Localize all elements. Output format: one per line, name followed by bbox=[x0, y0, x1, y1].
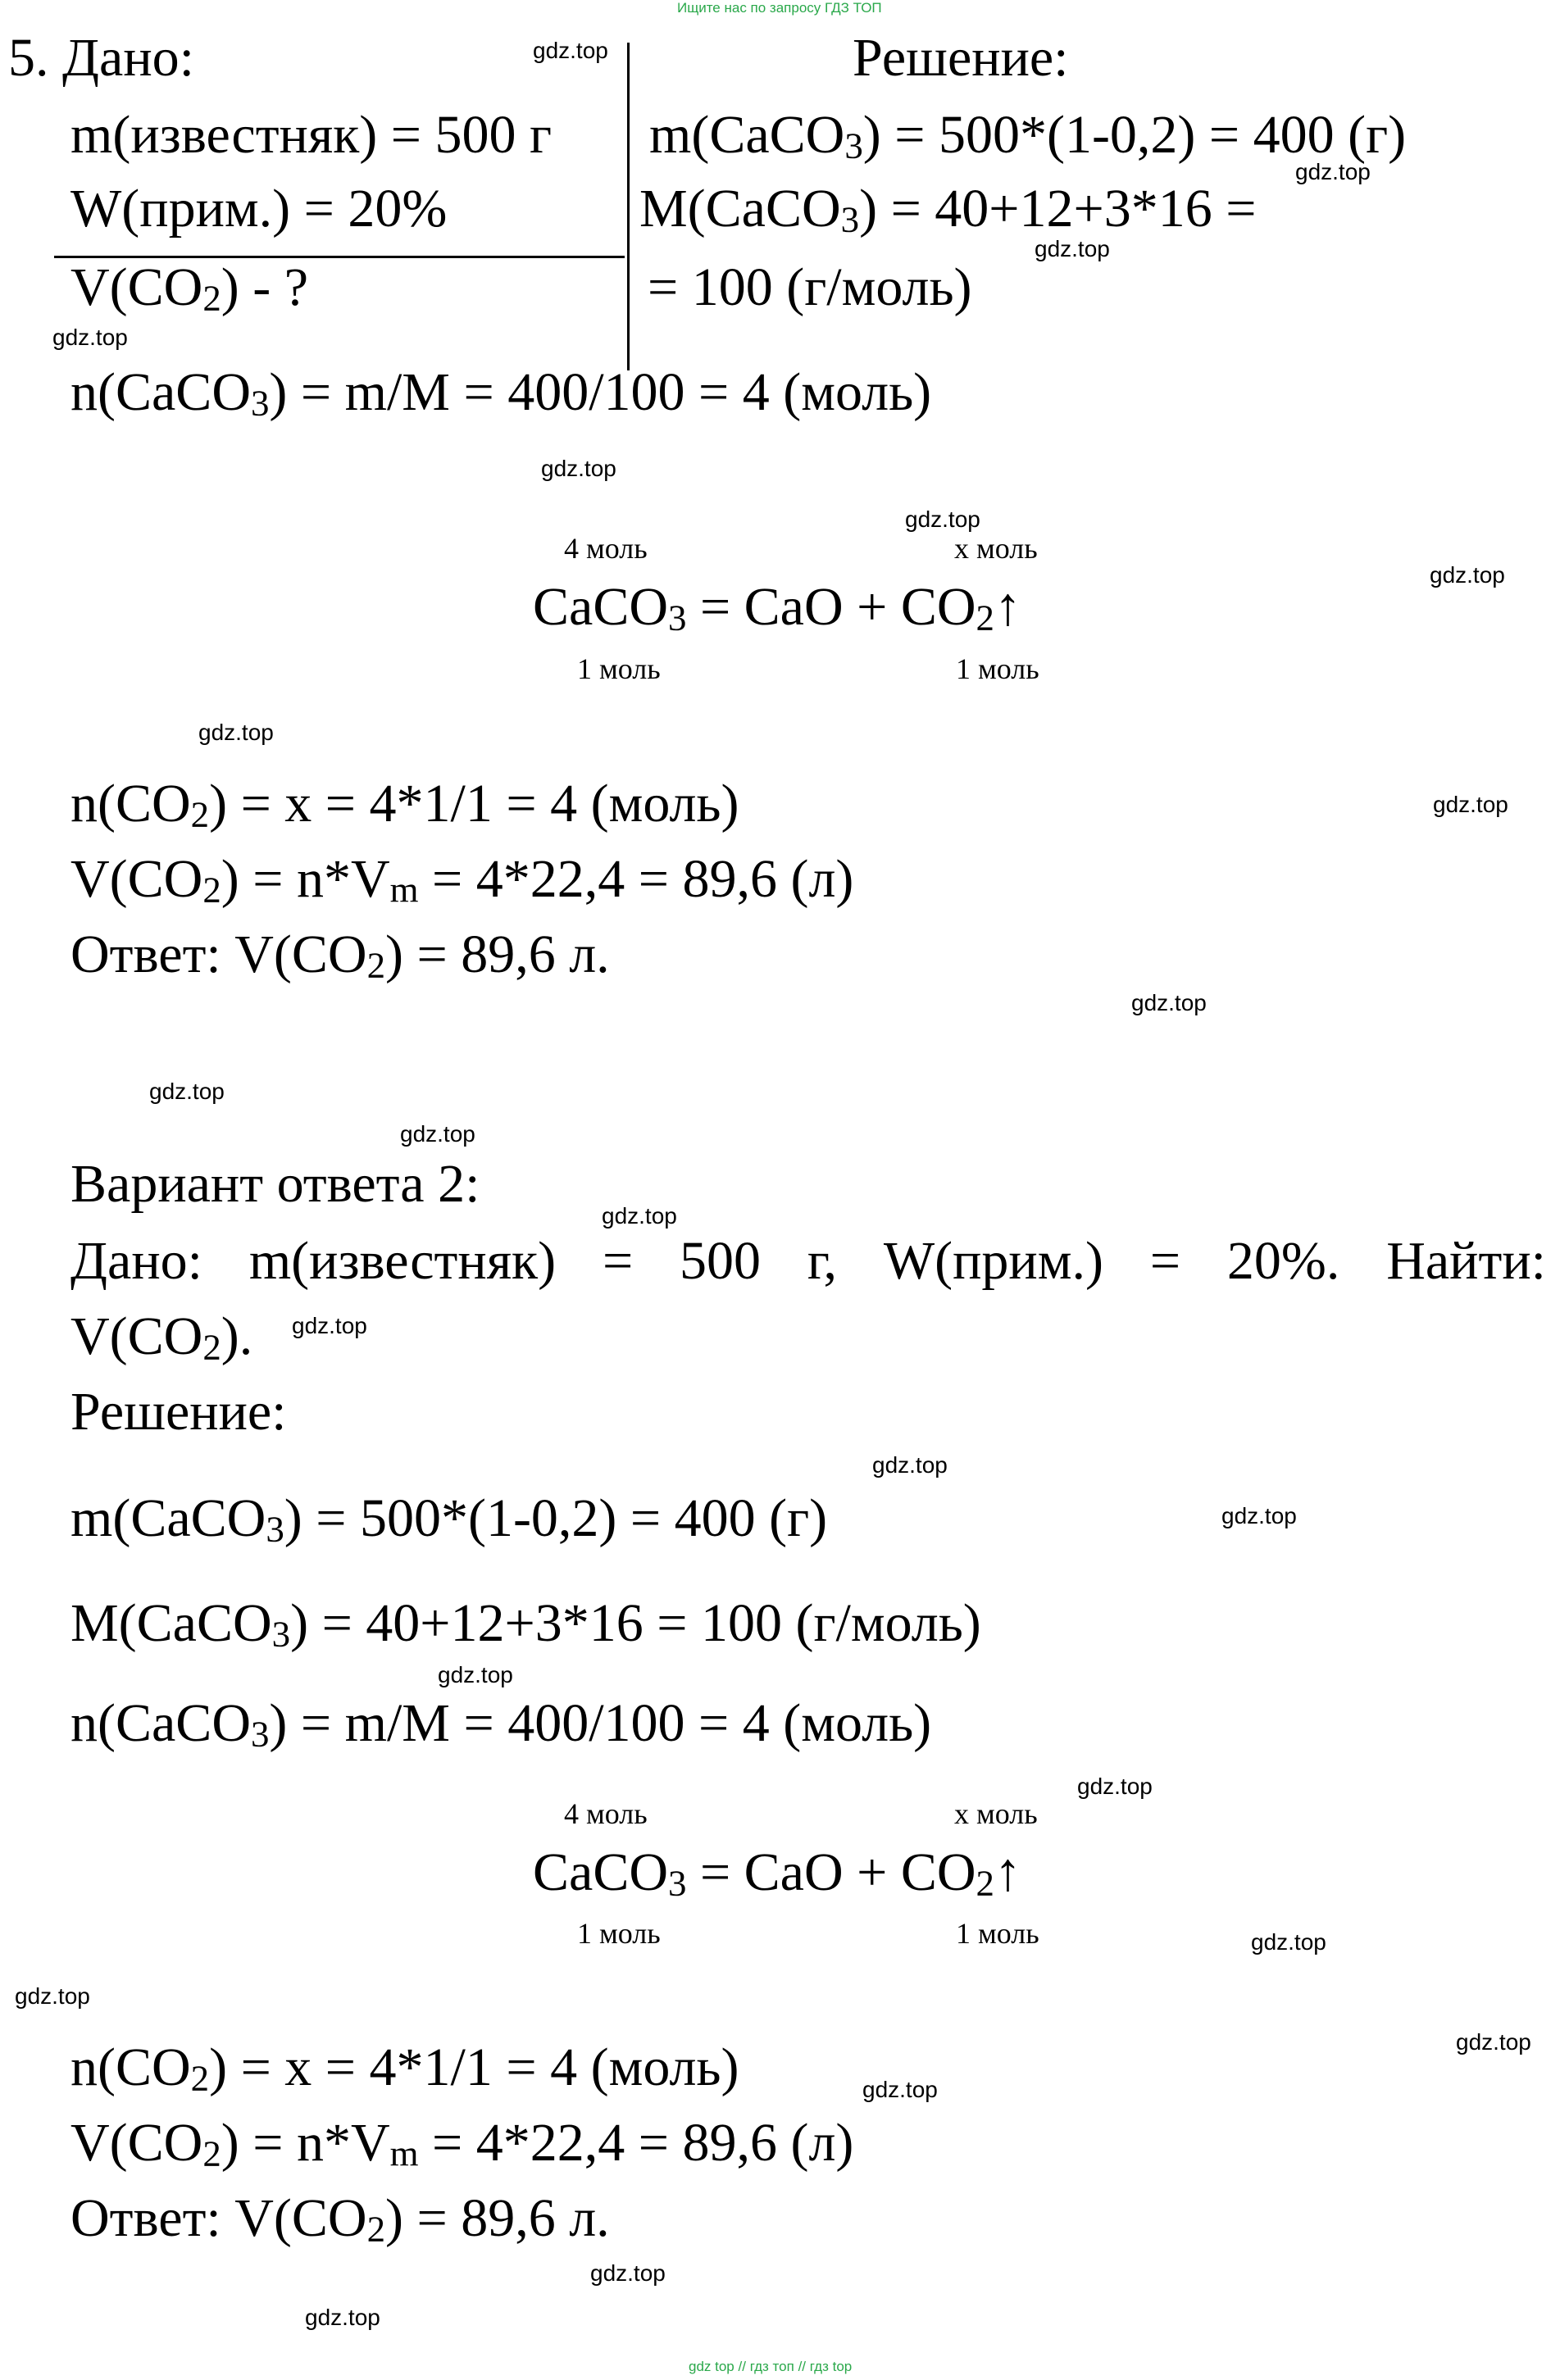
watermark: gdz.top bbox=[541, 456, 616, 481]
moles-caco3-line: n(CaCO$_3$) = m/M = 400/100 = 4 (моль) bbox=[70, 362, 932, 424]
watermark: gdz.top bbox=[1035, 236, 1110, 261]
reaction-equation: CaCO$_3$ = CaO + $CO_2↑$ bbox=[533, 577, 1021, 638]
variant-solution-heading: Решение: bbox=[70, 1382, 287, 1442]
watermark: gdz.top bbox=[905, 506, 980, 532]
given-solution-divider bbox=[627, 43, 630, 370]
watermark: gdz.top bbox=[305, 2305, 380, 2330]
footer-link[interactable]: гдз топ bbox=[749, 2359, 794, 2374]
variant-given-line: Дано: m(известняк) = 500 г, W(прим.) = 20%. Найти: bbox=[70, 1231, 1546, 1291]
solution-heading: Решение: bbox=[853, 28, 1069, 88]
watermark: gdz.top bbox=[590, 2260, 666, 2286]
watermark: gdz.top bbox=[400, 1121, 475, 1147]
find-volume: $V(CO_2)$ - ? bbox=[70, 257, 309, 319]
watermark: gdz.top bbox=[1295, 159, 1371, 184]
reaction-bottom-right: 1 моль bbox=[956, 652, 1039, 685]
watermark: gdz.top bbox=[149, 1079, 225, 1104]
variant-answer-line: Ответ: $V(CO_2) = 89,6$ л. bbox=[70, 2188, 610, 2250]
footer-links[interactable] bbox=[689, 2359, 852, 2375]
search-banner[interactable]: Ищите нас по запросу ГДЗ ТОП bbox=[677, 0, 882, 16]
problem-title: 5. Дано: bbox=[8, 28, 194, 88]
reaction-bottom-left: 1 моль bbox=[577, 652, 661, 685]
variant-reaction-bottom-right: 1 моль bbox=[956, 1917, 1039, 1950]
watermark: gdz.top bbox=[1433, 792, 1508, 817]
watermark: gdz.top bbox=[533, 38, 608, 63]
volume-co2-line: $V(CO_2) = n*V_m = 4*22,4 = 89,6$ (л) bbox=[70, 849, 854, 911]
watermark: gdz.top bbox=[1131, 990, 1207, 1015]
footer-link[interactable]: gdz top bbox=[689, 2359, 735, 2374]
watermark: gdz.top bbox=[198, 720, 274, 745]
variant-moles-co2-line: $n(CO_2) = x = 4*1/1 = 4$ (моль) bbox=[70, 2037, 739, 2099]
given-impurity: W(прим.) = 20% bbox=[70, 179, 448, 238]
variant-molar-caco3-line: M(CaCO$_3$) = 40+12+3*16 = 100 (г/моль) bbox=[70, 1593, 981, 1655]
watermark: gdz.top bbox=[602, 1203, 677, 1229]
footer-link[interactable]: гдз top bbox=[809, 2359, 853, 2374]
watermark: gdz.top bbox=[438, 1662, 513, 1687]
reaction-top-left: 4 моль bbox=[564, 532, 648, 565]
variant-reaction-top-left: 4 моль bbox=[564, 1797, 648, 1830]
variant-find-line: $V(CO_2)$. bbox=[70, 1306, 253, 1368]
watermark: gdz.top bbox=[1077, 1774, 1153, 1799]
variant-reaction-equation: CaCO$_3$ = CaO + $CO_2↑$ bbox=[533, 1842, 1021, 1904]
variant-reaction-top-right: x моль bbox=[954, 1797, 1038, 1830]
watermark: gdz.top bbox=[15, 1983, 90, 2009]
given-mass: m(известняк) = 500 г bbox=[70, 105, 553, 165]
variant-volume-co2-line: $V(CO_2) = n*V_m = 4*22,4 = 89,6$ (л) bbox=[70, 2113, 854, 2174]
watermark: gdz.top bbox=[872, 1452, 948, 1478]
watermark: gdz.top bbox=[1456, 2029, 1531, 2055]
moles-co2-line: $n(CO_2) = x = 4*1/1 = 4$ (моль) bbox=[70, 774, 739, 835]
watermark: gdz.top bbox=[1221, 1503, 1297, 1528]
watermark: gdz.top bbox=[292, 1313, 367, 1338]
variant-heading: Вариант ответа 2: bbox=[70, 1154, 480, 1214]
variant-moles-caco3-line: n(CaCO$_3$) = m/M = 400/100 = 4 (моль) bbox=[70, 1693, 932, 1755]
watermark: gdz.top bbox=[52, 325, 128, 350]
molar-result: = 100 (г/моль) bbox=[648, 257, 972, 317]
reaction-top-right: x моль bbox=[954, 532, 1038, 565]
footer-separator: // bbox=[738, 2359, 746, 2374]
variant-mass-caco3-line: m(CaCO$_3$) = 500*(1-0,2) = 400 (г) bbox=[70, 1488, 828, 1550]
mass-caco3-line: m(CaCO$_3$) = 500*(1-0,2) = 400 (г) bbox=[649, 105, 1407, 166]
watermark: gdz.top bbox=[1251, 1929, 1326, 1955]
molar-caco3-line: M(CaCO$_3$) = 40+12+3*16 = bbox=[639, 179, 1257, 240]
watermark: gdz.top bbox=[1430, 562, 1505, 588]
watermark: gdz.top bbox=[862, 2077, 938, 2102]
answer-line: Ответ: $V(CO_2) = 89,6$ л. bbox=[70, 924, 610, 986]
variant-reaction-bottom-left: 1 моль bbox=[577, 1917, 661, 1950]
footer-separator: // bbox=[798, 2359, 807, 2374]
